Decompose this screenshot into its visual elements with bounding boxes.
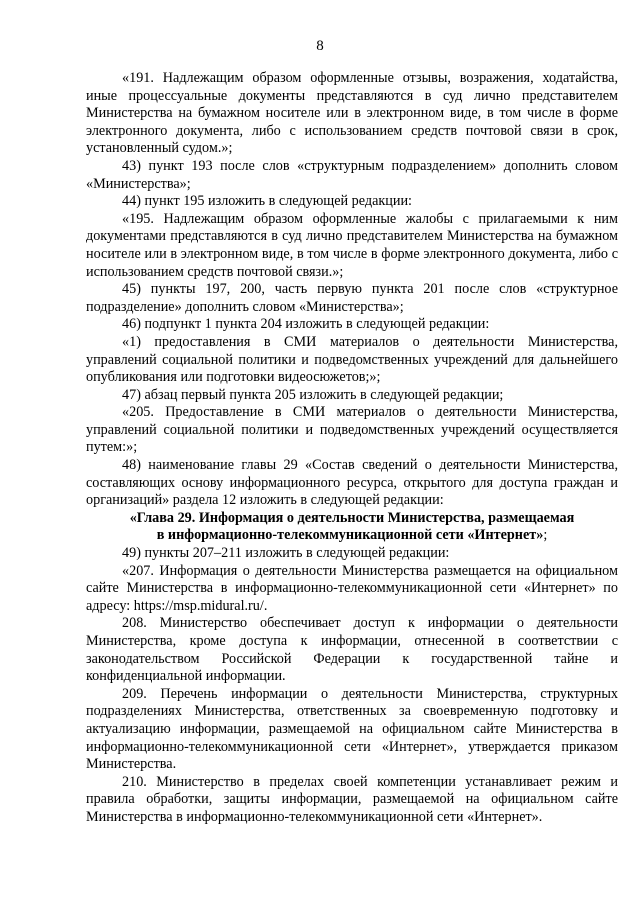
paragraph: 49) пункты 207–211 изложить в следующей редакции:: [122, 545, 450, 562]
paragraph: 210. Министерство в пределах своей компетенции устанавливает режим и правила обработки, защиты информации, размещаемой на официальном сайте Министерства в информационно-телекоммуникационной сети «Интернет».: [86, 773, 618, 825]
paragraph: 209. Перечень информации о деятельности Министерства, структурных подразделениях Министерства, ответственных за своевременную подготовку и актуализацию информации, размещаемой на официальном сайте Министерства в информационно-телекоммуникационной сети «Интернет», утверждается приказом Министерства.: [86, 685, 618, 773]
chapter-heading-tail: ;: [543, 527, 548, 544]
paragraph: «1) предоставления в СМИ материалов о деятельности Министерства, управлений социальной политики и подведомственных учреждений для дальнейшего опубликования или подготовки видеосюжетов;»;: [86, 333, 618, 386]
paragraph: 43) пункт 193 после слов «структурным подразделением» дополнить словом «Министерства»;: [86, 157, 618, 192]
page-number: 8: [316, 38, 324, 54]
chapter-heading: [86, 510, 618, 545]
paragraph: «191. Надлежащим образом оформленные отзывы, возражения, ходатайства, иные процессуальные документы представляются в суд лично представителем Министерства на бумажном носителе или в электронном виде, в том числе в форме электронного документа, либо с использованием средств почтовой связи в срок, установленный судом.»;: [86, 70, 618, 157]
paragraph: «205. Предоставление в СМИ материалов о деятельности Министерства, управлений социальной политики и подведомственных учреждений осуществляется путем:»;: [86, 404, 618, 456]
paragraph: 208. Министерство обеспечивает доступ к информации о деятельности Министерства, кроме доступа к информации, отнесенной в соответствии с законодательством Российской Федерации к государственной тайне и конфиденциальной информации.: [86, 615, 618, 685]
paragraph: «207. Информация о деятельности Министерства размещается на официальном сайте Министерства в информационно-телекоммуникационной сети «Интернет» по адресу: https://msp.midural.ru/.: [86, 562, 618, 614]
paragraph: 46) подпункт 1 пункта 204 изложить в следующей редакции:: [122, 316, 490, 333]
paragraph: 48) наименование главы 29 «Состав сведений о деятельности Министерства, составляющих основу информационного ресурса, открытого для доступа граждан и организаций» раздела 12 изложить в следующей редакции:: [86, 457, 618, 509]
chapter-heading-line1: «Глава 29. Информация о деятельности Министерства, размещаемая: [129, 509, 575, 526]
chapter-heading-line2: в информационно-телекоммуникационной сети «Интернет»: [156, 527, 544, 544]
paragraph: 47) абзац первый пункта 205 изложить в следующей редакции;: [122, 386, 504, 403]
paragraph: 44) пункт 195 изложить в следующей редакции:: [122, 193, 412, 210]
document-body: [86, 70, 618, 827]
paragraph: 45) пункты 197, 200, часть первую пункта 201 после слов «структурное подразделение» дополнить словом «Министерства»;: [86, 281, 618, 315]
paragraph: «195. Надлежащим образом оформленные жалобы с прилагаемыми к ним документами представляются в суд лично представителем Министерства на бумажном носителе или в электронном виде, в том числе в форме электронного документа, либо с использованием средств почтовой связи.»;: [86, 210, 618, 280]
